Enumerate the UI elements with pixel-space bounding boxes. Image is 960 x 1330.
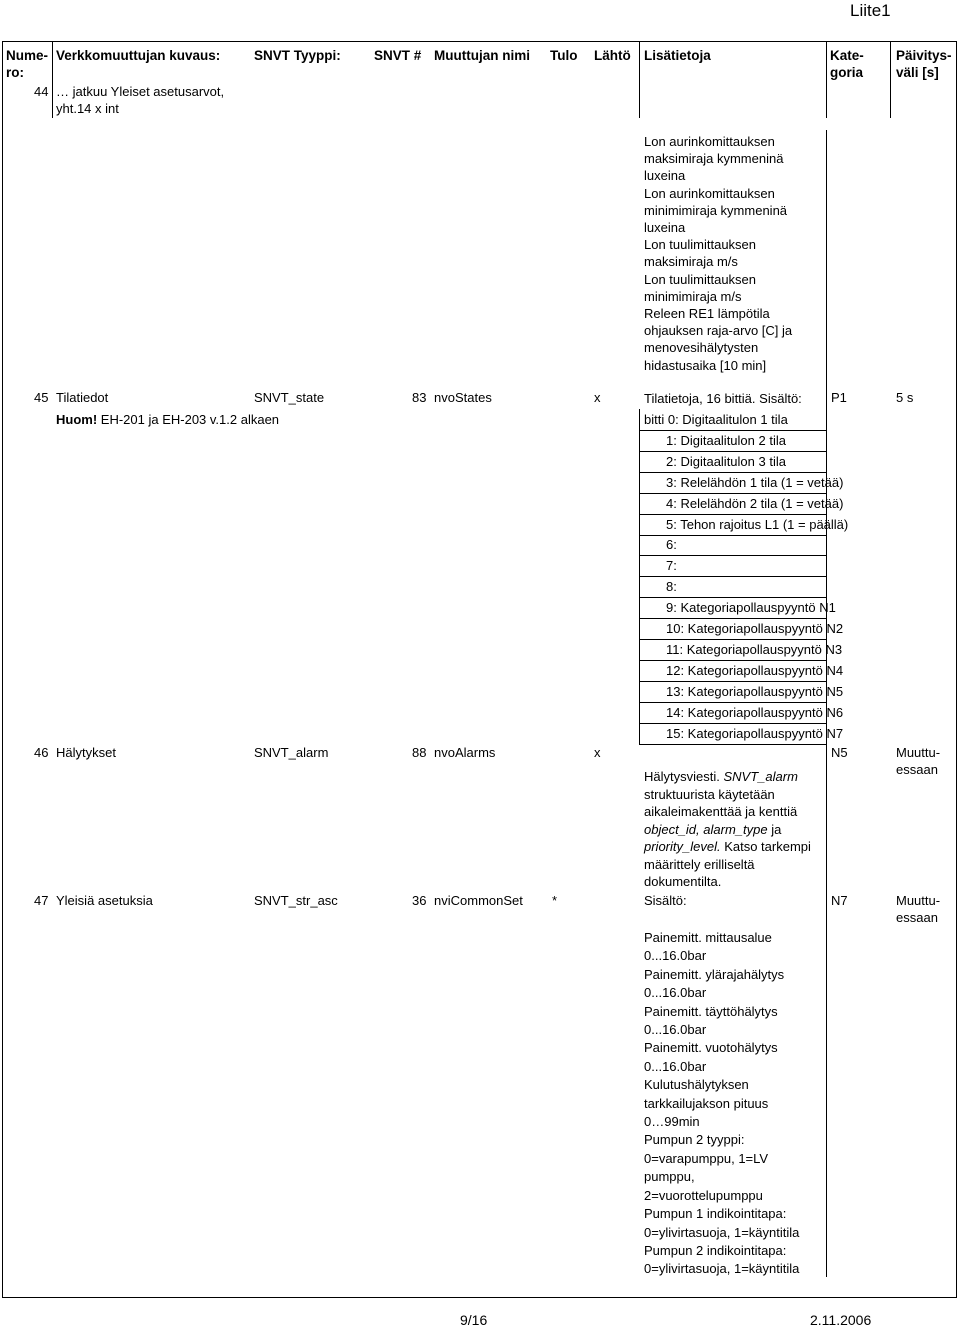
bit-separator xyxy=(639,660,827,661)
bit-item: bitti 0: Digitaalitulon 1 tila xyxy=(644,412,788,427)
row46-snvt-number: 88 xyxy=(412,745,427,760)
row46-description: Hälytykset xyxy=(56,745,116,760)
row44-info xyxy=(644,133,792,374)
row47-info-line: 0=ylivirtasuoja, 1=käyntitila xyxy=(644,1261,800,1277)
row47-info-line: 0...16.0bar xyxy=(644,985,707,1001)
col-divider-cat xyxy=(826,41,827,118)
row44-info-line: maksimiraja kymmeninä xyxy=(644,151,784,167)
bit-item: 15: Kategoriapollauspyyntö N7 xyxy=(666,725,844,741)
bit-separator xyxy=(639,555,827,556)
bit-item: 4: Relelähdön 2 tila (1 = vetää) xyxy=(666,495,844,511)
row44-info-line: minimimiraja m/s xyxy=(644,288,742,304)
row47-info-line: 0…99min xyxy=(644,1114,700,1130)
table-bottom-border xyxy=(2,1297,957,1298)
bit-separator xyxy=(639,744,827,745)
bit-separator xyxy=(639,618,827,619)
bit-item: 12: Kategoriapollauspyyntö N4 xyxy=(666,662,844,678)
bit-separator xyxy=(639,576,827,577)
bit-item: 7: xyxy=(666,558,677,574)
row47-info xyxy=(644,929,799,1279)
row44-info-line: Lon aurinkomittauksen xyxy=(644,134,775,149)
col-divider-update xyxy=(890,41,891,118)
footer-date: 2.11.2006 xyxy=(810,1312,872,1328)
row46-info: Hälytysviesti. SNVT_alarm struktuurista käytetään aikaleimakenttää ja kenttiä object_id, alarm_type ja priority_level. Katso tarkempi määrittely erilliseltä dokumentilta. xyxy=(644,769,811,889)
header-snvt-number: SNVT # xyxy=(374,48,422,63)
row47-info-line: Painemitt. ylärajahälytys xyxy=(644,966,785,982)
header-input: Tulo xyxy=(550,48,578,63)
row45-snvt-number: 83 xyxy=(412,390,427,405)
row47-info-line: 0=ylivirtasuoja, 1=käyntitila xyxy=(644,1224,800,1240)
bit-item: 1: Digitaalitulon 2 tila xyxy=(666,432,786,448)
row47-info-line: 0...16.0bar xyxy=(644,948,707,964)
row44-info-line: Lon tuulimittauksen xyxy=(644,237,757,253)
bit-separator xyxy=(639,430,827,431)
bit-item: 9: Kategoriapollauspyyntö N1 xyxy=(666,600,836,616)
row44-info-line: minimimiraja kymmeninä xyxy=(644,202,788,218)
header-update-interval: Päivitys- väli [s] xyxy=(896,48,952,80)
table-top-border xyxy=(2,41,957,42)
bit-separator xyxy=(639,681,827,682)
row46-update-interval: Muuttu- essaan xyxy=(896,745,941,777)
row47-number: 47 xyxy=(34,893,49,908)
row45-output: x xyxy=(594,390,601,405)
bit-separator xyxy=(639,451,827,452)
row46-number: 46 xyxy=(34,745,49,760)
header-snvt-type: SNVT Tyyppi: xyxy=(254,48,341,63)
row47-info-line: 0=varapumppu, 1=LV xyxy=(644,1150,769,1166)
row45-update-interval: 5 s xyxy=(896,390,914,405)
bit-item: 11: Kategoriapollauspyyntö N3 xyxy=(666,641,843,657)
col-divider-num xyxy=(52,41,53,118)
bit-separator xyxy=(639,514,827,515)
row47-info-line: Painemitt. vuotohälytys xyxy=(644,1040,778,1056)
row44-info-line: ohjauksen raja-arvo [C] ja xyxy=(644,323,793,339)
row44-info-line: hidastusaika [10 min] xyxy=(644,357,767,373)
header-info: Lisätietoja xyxy=(644,48,711,63)
row44-description-2: yht.14 x int xyxy=(56,101,119,116)
row44-info-line: maksimiraja m/s xyxy=(644,254,738,270)
row47-description: Yleisiä asetuksia xyxy=(56,893,153,908)
row47-snvt-number: 36 xyxy=(412,893,427,908)
table-right-border xyxy=(956,41,957,1298)
row47-info-title: Sisältö: xyxy=(644,893,687,908)
row47-info-line: 2=vuorottelupumppu xyxy=(644,1187,763,1203)
row44-info-line: Lon tuulimittauksen xyxy=(644,271,757,287)
row44-info-line: luxeina xyxy=(644,168,686,184)
row47-snvt-type: SNVT_str_asc xyxy=(254,893,338,908)
row47-info-line: 0...16.0bar xyxy=(644,1058,707,1074)
row45-variable-name: nvoStates xyxy=(434,390,492,405)
row44-number: 44 xyxy=(34,84,49,99)
row47-info-line: Pumpun 2 indikointitapa: xyxy=(644,1242,787,1258)
row46-category: N5 xyxy=(831,745,848,760)
row46-variable-name: nvoAlarms xyxy=(434,745,496,760)
row47-info-line: Painemitt. mittausalue xyxy=(644,930,772,945)
row47-info-line: pumppu, xyxy=(644,1169,695,1185)
row47-info-line: Pumpun 1 indikointitapa: xyxy=(644,1206,787,1222)
footer-page-number: 9/16 xyxy=(460,1312,488,1328)
row46-output: x xyxy=(594,745,601,760)
bits-left-divider xyxy=(639,409,640,745)
row47-update-interval: Muuttu- essaan xyxy=(896,893,941,925)
row45-description: Tilatiedot xyxy=(56,390,109,405)
row47-info-line: Kulutushälytyksen xyxy=(644,1077,749,1093)
bit-item: 5: Tehon rajoitus L1 (1 = päällä) xyxy=(666,516,849,532)
header-output: Lähtö xyxy=(594,48,631,63)
row47-info-line: Pumpun 2 tyyppi: xyxy=(644,1132,745,1148)
bit-item: 8: xyxy=(666,579,677,595)
bit-separator xyxy=(639,702,827,703)
row47-input: * xyxy=(552,893,558,908)
header-variable-name: Muuttujan nimi xyxy=(434,48,530,63)
row45-info-title: Tilatietoja, 16 bittiä. Sisältö: xyxy=(644,391,802,406)
bit-separator xyxy=(639,493,827,494)
header-num: Nume- ro: xyxy=(6,48,49,80)
row47-info-line: Painemitt. täyttöhälytys xyxy=(644,1003,778,1019)
row45-note: Huom! EH-201 ja EH-203 v.1.2 alkaen xyxy=(56,412,280,427)
table-left-border xyxy=(2,41,3,1298)
row47-info-line: tarkkailujakson pituus xyxy=(644,1095,769,1111)
bit-item: 6: xyxy=(666,537,677,553)
row44-info-line: Lon aurinkomittauksen xyxy=(644,185,775,201)
row45-number: 45 xyxy=(34,390,49,405)
bit-separator xyxy=(639,535,827,536)
bit-item: 3: Relelähdön 1 tila (1 = vetää) xyxy=(666,474,844,490)
bit-item: 10: Kategoriapollauspyyntö N2 xyxy=(666,621,844,636)
page-header: Liite1 xyxy=(850,1,891,20)
header-category: Kate- goria xyxy=(830,48,864,80)
row45-snvt-type: SNVT_state xyxy=(254,390,325,405)
bit-item: 14: Kategoriapollauspyyntö N6 xyxy=(666,704,844,720)
row47-info-line: 0...16.0bar xyxy=(644,1022,707,1038)
header-description: Verkkomuuttujan kuvaus: xyxy=(56,48,221,63)
bit-separator xyxy=(639,597,827,598)
row45-category: P1 xyxy=(831,390,847,405)
row46-snvt-type: SNVT_alarm xyxy=(254,745,329,760)
bit-item: 2: Digitaalitulon 3 tila xyxy=(666,453,786,469)
row47-variable-name: nviCommonSet xyxy=(434,893,523,908)
col-divider-info xyxy=(639,41,640,118)
bit-separator xyxy=(639,472,827,473)
row44-info-line: luxeina xyxy=(644,220,686,236)
row44-info-line: Releen RE1 lämpötila xyxy=(644,306,770,322)
bit-item: 13: Kategoriapollauspyyntö N5 xyxy=(666,683,844,699)
bit-separator xyxy=(639,723,827,724)
row44-info-line: menovesihälytysten xyxy=(644,340,759,356)
row44-description-1: … jatkuu Yleiset asetusarvot, xyxy=(56,84,225,99)
row47-category: N7 xyxy=(831,893,848,908)
bit-separator xyxy=(639,639,827,640)
